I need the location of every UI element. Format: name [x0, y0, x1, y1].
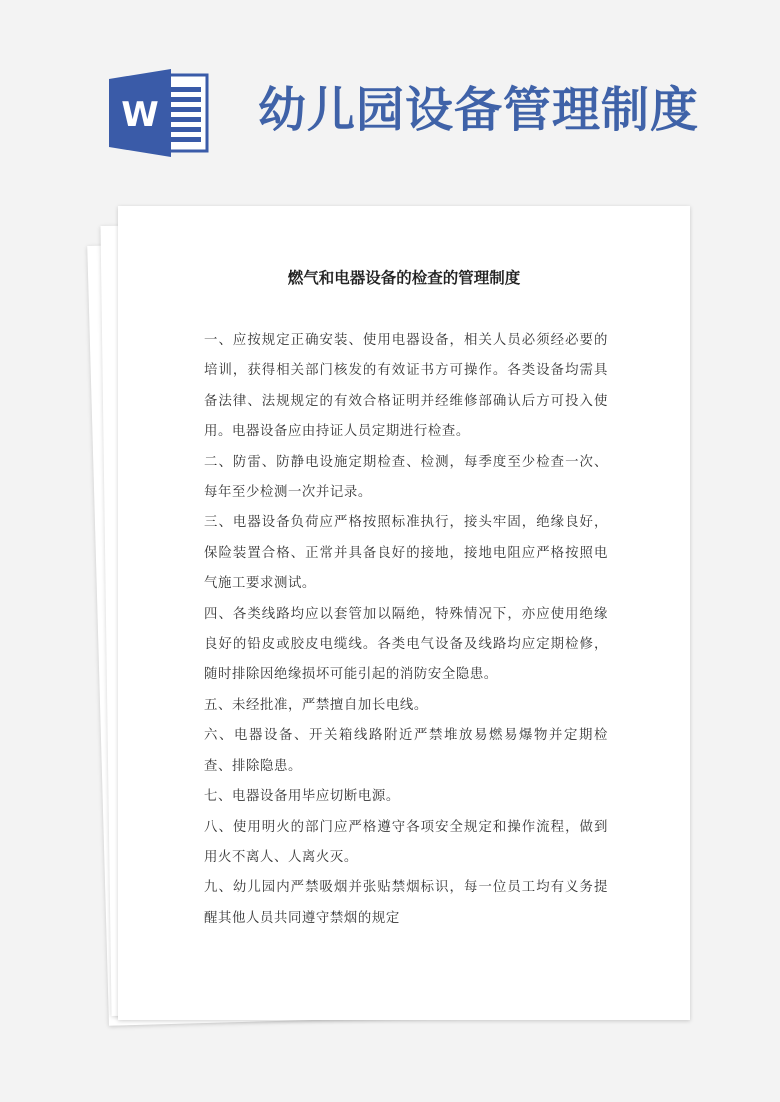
paragraph: 一、应按规定正确安装、使用电器设备，相关人员必须经必要的培训，获得相关部门核发的有效证书方可操作。各类设备均需具备法律、法规规定的有效合格证明并经维修部确认后方可投入使用。电器设备应由持证人员定期进行检查。 [204, 333, 608, 440]
paragraph: 七、电器设备用毕应切断电源。 [204, 789, 400, 805]
document-body [204, 326, 608, 934]
paragraph: 三、电器设备负荷应严格按照标准执行，接头牢固，绝缘良好，保险装置合格、正常并具备良好的接地，接地电阻应严格按照电气施工要求测试。 [204, 515, 608, 592]
paragraph: 四、各类线路均应以套管加以隔绝，特殊情况下，亦应使用绝缘良好的铅皮或胶皮电缆线。各类电气设备及线路均应定期检修，随时排除因绝缘损坏可能引起的消防安全隐患。 [204, 606, 608, 683]
document-title: 燃气和电器设备的检查的管理制度 [287, 269, 521, 287]
word-logo-letter: W [121, 95, 159, 135]
page-heading: 幼儿园设备管理制度 [258, 82, 700, 138]
paragraph: 二、防雷、防静电设施定期检查、检测，每季度至少检查一次、每年至少检测一次并记录。 [204, 454, 608, 501]
document-page [118, 206, 690, 1020]
paragraph: 九、幼儿园内严禁吸烟并张贴禁烟标识，每一位员工均有义务提醒其他人员共同遵守禁烟的规定 [204, 880, 608, 926]
paragraph: 六、电器设备、开关箱线路附近严禁堆放易燃易爆物并定期检查、排除隐患。 [204, 728, 608, 774]
paragraph: 五、未经批准，严禁擅自加长电线。 [204, 697, 428, 713]
paragraph: 八、使用明火的部门应严格遵守各项安全规定和操作流程，做到用火不离人、人离火灭。 [204, 819, 608, 865]
